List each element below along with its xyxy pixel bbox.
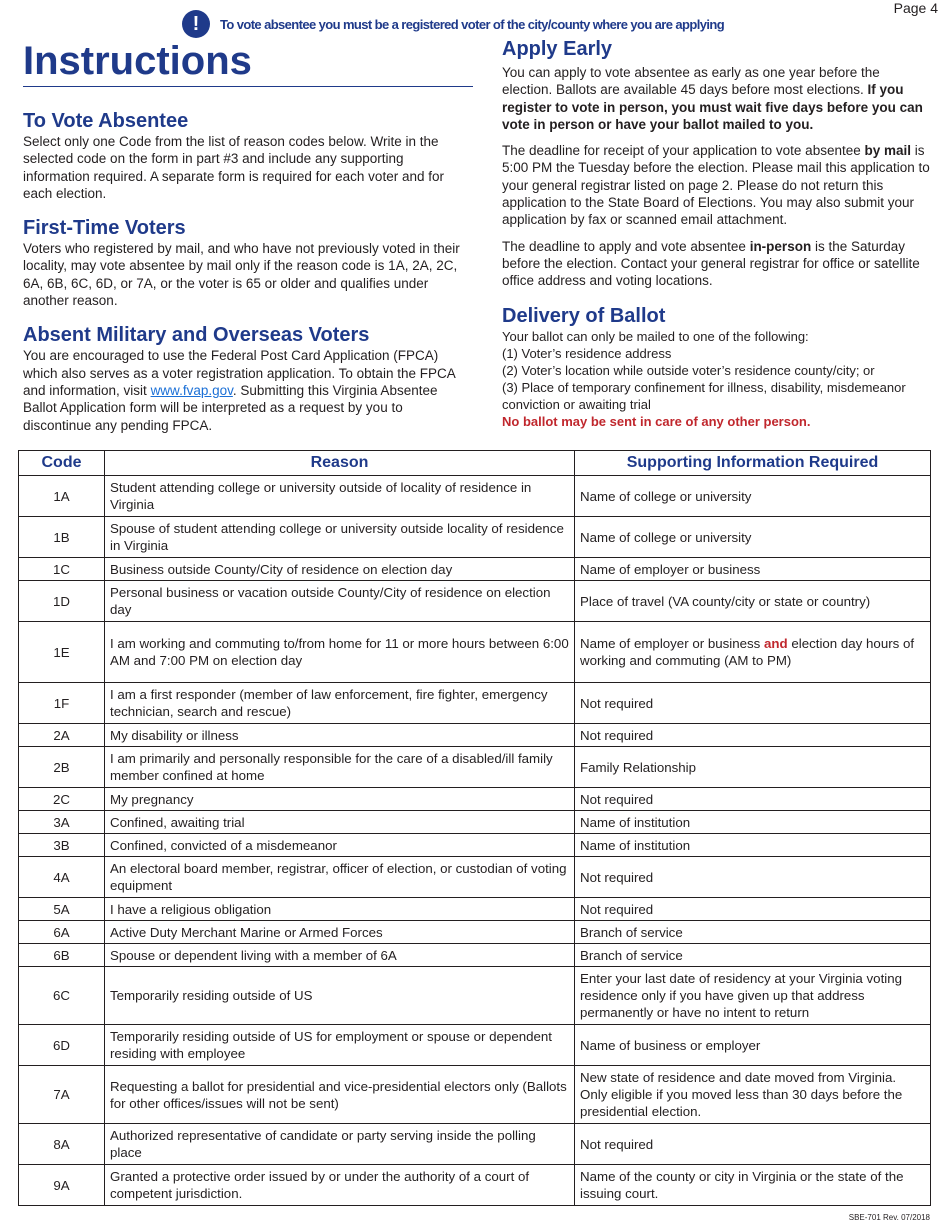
row-code: 6C	[19, 967, 105, 1025]
row-code: 1A	[19, 476, 105, 517]
section-heading-delivery-of-ballot: Delivery of Ballot	[502, 304, 666, 327]
apply-early-p3-text-b: is the Saturday before the election. Contact your general registrar for office or satellite office address and voting locations.	[502, 238, 920, 289]
column-header-reason: Reason	[105, 451, 575, 476]
table-row	[19, 857, 931, 898]
row-code: 6A	[19, 921, 105, 944]
column-header-code: Code	[19, 451, 105, 476]
delivery-item-1: (1) Voter’s residence address	[502, 345, 672, 361]
row-support: Name of the county or city in Virginia or the state of the issuing court.	[575, 1165, 931, 1206]
row-reason: Requesting a ballot for presidential and vice-presidential electors only (Ballots for other offices/issues will not be sent)	[105, 1066, 575, 1124]
row-reason: I am working and commuting to/from home for 11 or more hours between 6:00 AM and 7:00 PM on election day	[105, 622, 575, 683]
support-1e-text-a: Name of employer or business	[580, 636, 765, 651]
row-support: Not required	[575, 724, 931, 747]
apply-early-p3-text-a: The deadline to apply and vote absentee	[502, 238, 750, 254]
row-code: 5A	[19, 898, 105, 921]
row-support: Name of college or university	[575, 517, 931, 558]
table-row	[19, 683, 931, 724]
row-support: Branch of service	[575, 921, 931, 944]
section-heading-first-time-voters: First-Time Voters	[23, 217, 186, 240]
apply-early-p1-text: You can apply to vote absentee as early as one year before the election. Ballots are available 45 days before most elections.	[502, 65, 880, 98]
apply-early-p1-bold: If you register to vote in person, you must wait five days before you can vote in person or have your ballot mailed to you.	[502, 82, 923, 132]
support-1e-text-b: election day hours of working and commuting (AM to PM)	[580, 636, 915, 668]
delivery-intro: Your ballot can only be mailed to one of the following:	[502, 328, 809, 344]
table-row	[19, 834, 931, 857]
row-support: Place of travel (VA county/city or state or country)	[575, 581, 931, 622]
apply-early-p3-bold: in-person	[749, 238, 812, 254]
military-text-part-2: . Submitting this Virginia Absentee Ballot Application form will be interpreted as a request by you to discontinue any pending FPCA.	[23, 382, 438, 433]
row-reason: Student attending college or university outside of locality of residence in Virginia	[105, 476, 575, 517]
row-support: Not required	[575, 898, 931, 921]
table-row	[19, 517, 931, 558]
row-code: 1D	[19, 581, 105, 622]
apply-early-paragraph-3	[502, 238, 932, 290]
apply-early-p2-text-a: The deadline for receipt of your application to vote absentee	[502, 143, 865, 159]
row-code: 3A	[19, 811, 105, 834]
row-reason: Granted a protective order issued by or under the authority of a court of competent jurisdiction.	[105, 1165, 575, 1206]
row-code: 4A	[19, 857, 105, 898]
delivery-warning: No ballot may be sent in care of any other person.	[502, 413, 811, 429]
row-reason: Spouse of student attending college or university outside locality of residence in Virginia	[105, 517, 575, 558]
row-code: 7A	[19, 1066, 105, 1124]
table-row	[19, 811, 931, 834]
to-vote-absentee-text: Select only one Code from the list of reason codes below. Write in the selected code on the form in part #3 and include any supporting information required. A separate form is required for each voter and for each election.	[23, 134, 444, 201]
delivery-item-3: (3) Place of temporary confinement for illness, disability, misdemeanor conviction or awaiting trial	[502, 379, 906, 412]
row-support: Name of institution	[575, 811, 931, 834]
row-code: 1F	[19, 683, 105, 724]
row-support: Family Relationship	[575, 747, 931, 788]
row-support: Branch of service	[575, 944, 931, 967]
row-support: Name of business or employer	[575, 1025, 931, 1066]
row-code: 1E	[19, 622, 105, 683]
notice-text: To vote absentee you must be a registered voter of the city/county where you are applying	[220, 16, 725, 32]
apply-early-p2-text-b: is 5:00 PM the Tuesday before the election. Please mail this application to your general registrar listed on page 2. Please do not return this application to the State Board of Elections. You may also submit your application by fax or scanned email attachment.	[502, 143, 930, 228]
reason-codes-table	[18, 450, 931, 1206]
row-reason: I am primarily and personally responsible for the care of a disabled/ill family member confined at home	[105, 747, 575, 788]
row-code: 6B	[19, 944, 105, 967]
table-row	[19, 1124, 931, 1165]
row-code: 2B	[19, 747, 105, 788]
column-header-supporting-info: Supporting Information Required	[575, 451, 931, 476]
row-reason: Business outside County/City of residence on election day	[105, 558, 575, 581]
row-support: Name of employer or business	[575, 558, 931, 581]
row-reason: Personal business or vacation outside County/City of residence on election day	[105, 581, 575, 622]
table-row	[19, 944, 931, 967]
row-support: Enter your last date of residency at your Virginia voting residence only if you have given up that address permanently or have no intent to return	[575, 967, 931, 1025]
row-support: Not required	[575, 857, 931, 898]
table-header-row	[19, 451, 931, 476]
table-row	[19, 622, 931, 683]
row-code: 3B	[19, 834, 105, 857]
row-code: 2A	[19, 724, 105, 747]
row-support	[575, 622, 931, 683]
section-heading-to-vote-absentee: To Vote Absentee	[23, 110, 189, 132]
registration-notice	[182, 10, 724, 38]
page-number: Page 4	[893, 0, 938, 16]
table-row	[19, 1165, 931, 1206]
table-row	[19, 1066, 931, 1124]
row-reason: I have a religious obligation	[105, 898, 575, 921]
row-reason: My pregnancy	[105, 788, 575, 811]
table-row	[19, 898, 931, 921]
row-code: 2C	[19, 788, 105, 811]
military-voters-text	[23, 347, 473, 433]
row-support: Not required	[575, 788, 931, 811]
row-reason: Temporarily residing outside of US	[105, 967, 575, 1025]
row-support: Not required	[575, 1124, 931, 1165]
table-row	[19, 558, 931, 581]
row-reason: Temporarily residing outside of US for employment or spouse or dependent residing with employee	[105, 1025, 575, 1066]
table-row	[19, 1025, 931, 1066]
table-row	[19, 476, 931, 517]
row-code: 1C	[19, 558, 105, 581]
row-support: Name of institution	[575, 834, 931, 857]
exclamation-icon: !	[182, 10, 210, 38]
table-row	[19, 967, 931, 1025]
delivery-item-2: (2) Voter’s location while outside voter’s residence county/city; or	[502, 362, 875, 378]
apply-early-p2-bold: by mail	[864, 143, 912, 159]
row-code: 8A	[19, 1124, 105, 1165]
table-row	[19, 788, 931, 811]
row-support: Name of college or university	[575, 476, 931, 517]
right-column	[502, 37, 932, 430]
row-reason: My disability or illness	[105, 724, 575, 747]
section-heading-apply-early: Apply Early	[502, 38, 613, 60]
first-time-voters-text: Voters who registered by mail, and who have not previously voted in their locality, may vote absentee by mail only if the reason code is 1A, 2A, 2C, 6A, 6B, 6C, 6D, or 7A, or the voter is 65 or older and qualifies under another reason.	[23, 241, 460, 309]
section-heading-military-voters: Absent Military and Overseas Voters	[23, 324, 370, 347]
page-title: Instructions	[23, 38, 473, 87]
apply-early-paragraph-1	[502, 64, 932, 133]
support-1e-emphasis: and	[764, 636, 788, 651]
row-reason: Spouse or dependent living with a member of 6A	[105, 944, 575, 967]
row-reason: An electoral board member, registrar, officer of election, or custodian of voting equipment	[105, 857, 575, 898]
row-reason: Confined, awaiting trial	[105, 811, 575, 834]
row-code: 9A	[19, 1165, 105, 1206]
fvap-link[interactable]: www.fvap.gov	[150, 382, 233, 398]
row-reason: Confined, convicted of a misdemeanor	[105, 834, 575, 857]
row-reason: Active Duty Merchant Marine or Armed Forces	[105, 921, 575, 944]
row-support: New state of residence and date moved from Virginia. Only eligible if you moved less than 30 days before the presidential election.	[575, 1066, 931, 1124]
table-row	[19, 724, 931, 747]
left-column	[23, 38, 473, 434]
form-revision: SBE-701 Rev. 07/2018	[848, 1213, 930, 1222]
table-row	[19, 921, 931, 944]
military-text-part-1: You are encouraged to use the Federal Post Card Application (FPCA) which also serves as a voter registration application. To obtain the FPCA and information, visit	[23, 348, 455, 398]
table-row	[19, 581, 931, 622]
table-row	[19, 747, 931, 788]
row-reason: I am a first responder (member of law enforcement, fire fighter, emergency technician, search and rescue)	[105, 683, 575, 724]
row-code: 1B	[19, 517, 105, 558]
apply-early-paragraph-2	[502, 142, 932, 228]
row-support: Not required	[575, 683, 931, 724]
row-code: 6D	[19, 1025, 105, 1066]
row-reason: Authorized representative of candidate or party serving inside the polling place	[105, 1124, 575, 1165]
